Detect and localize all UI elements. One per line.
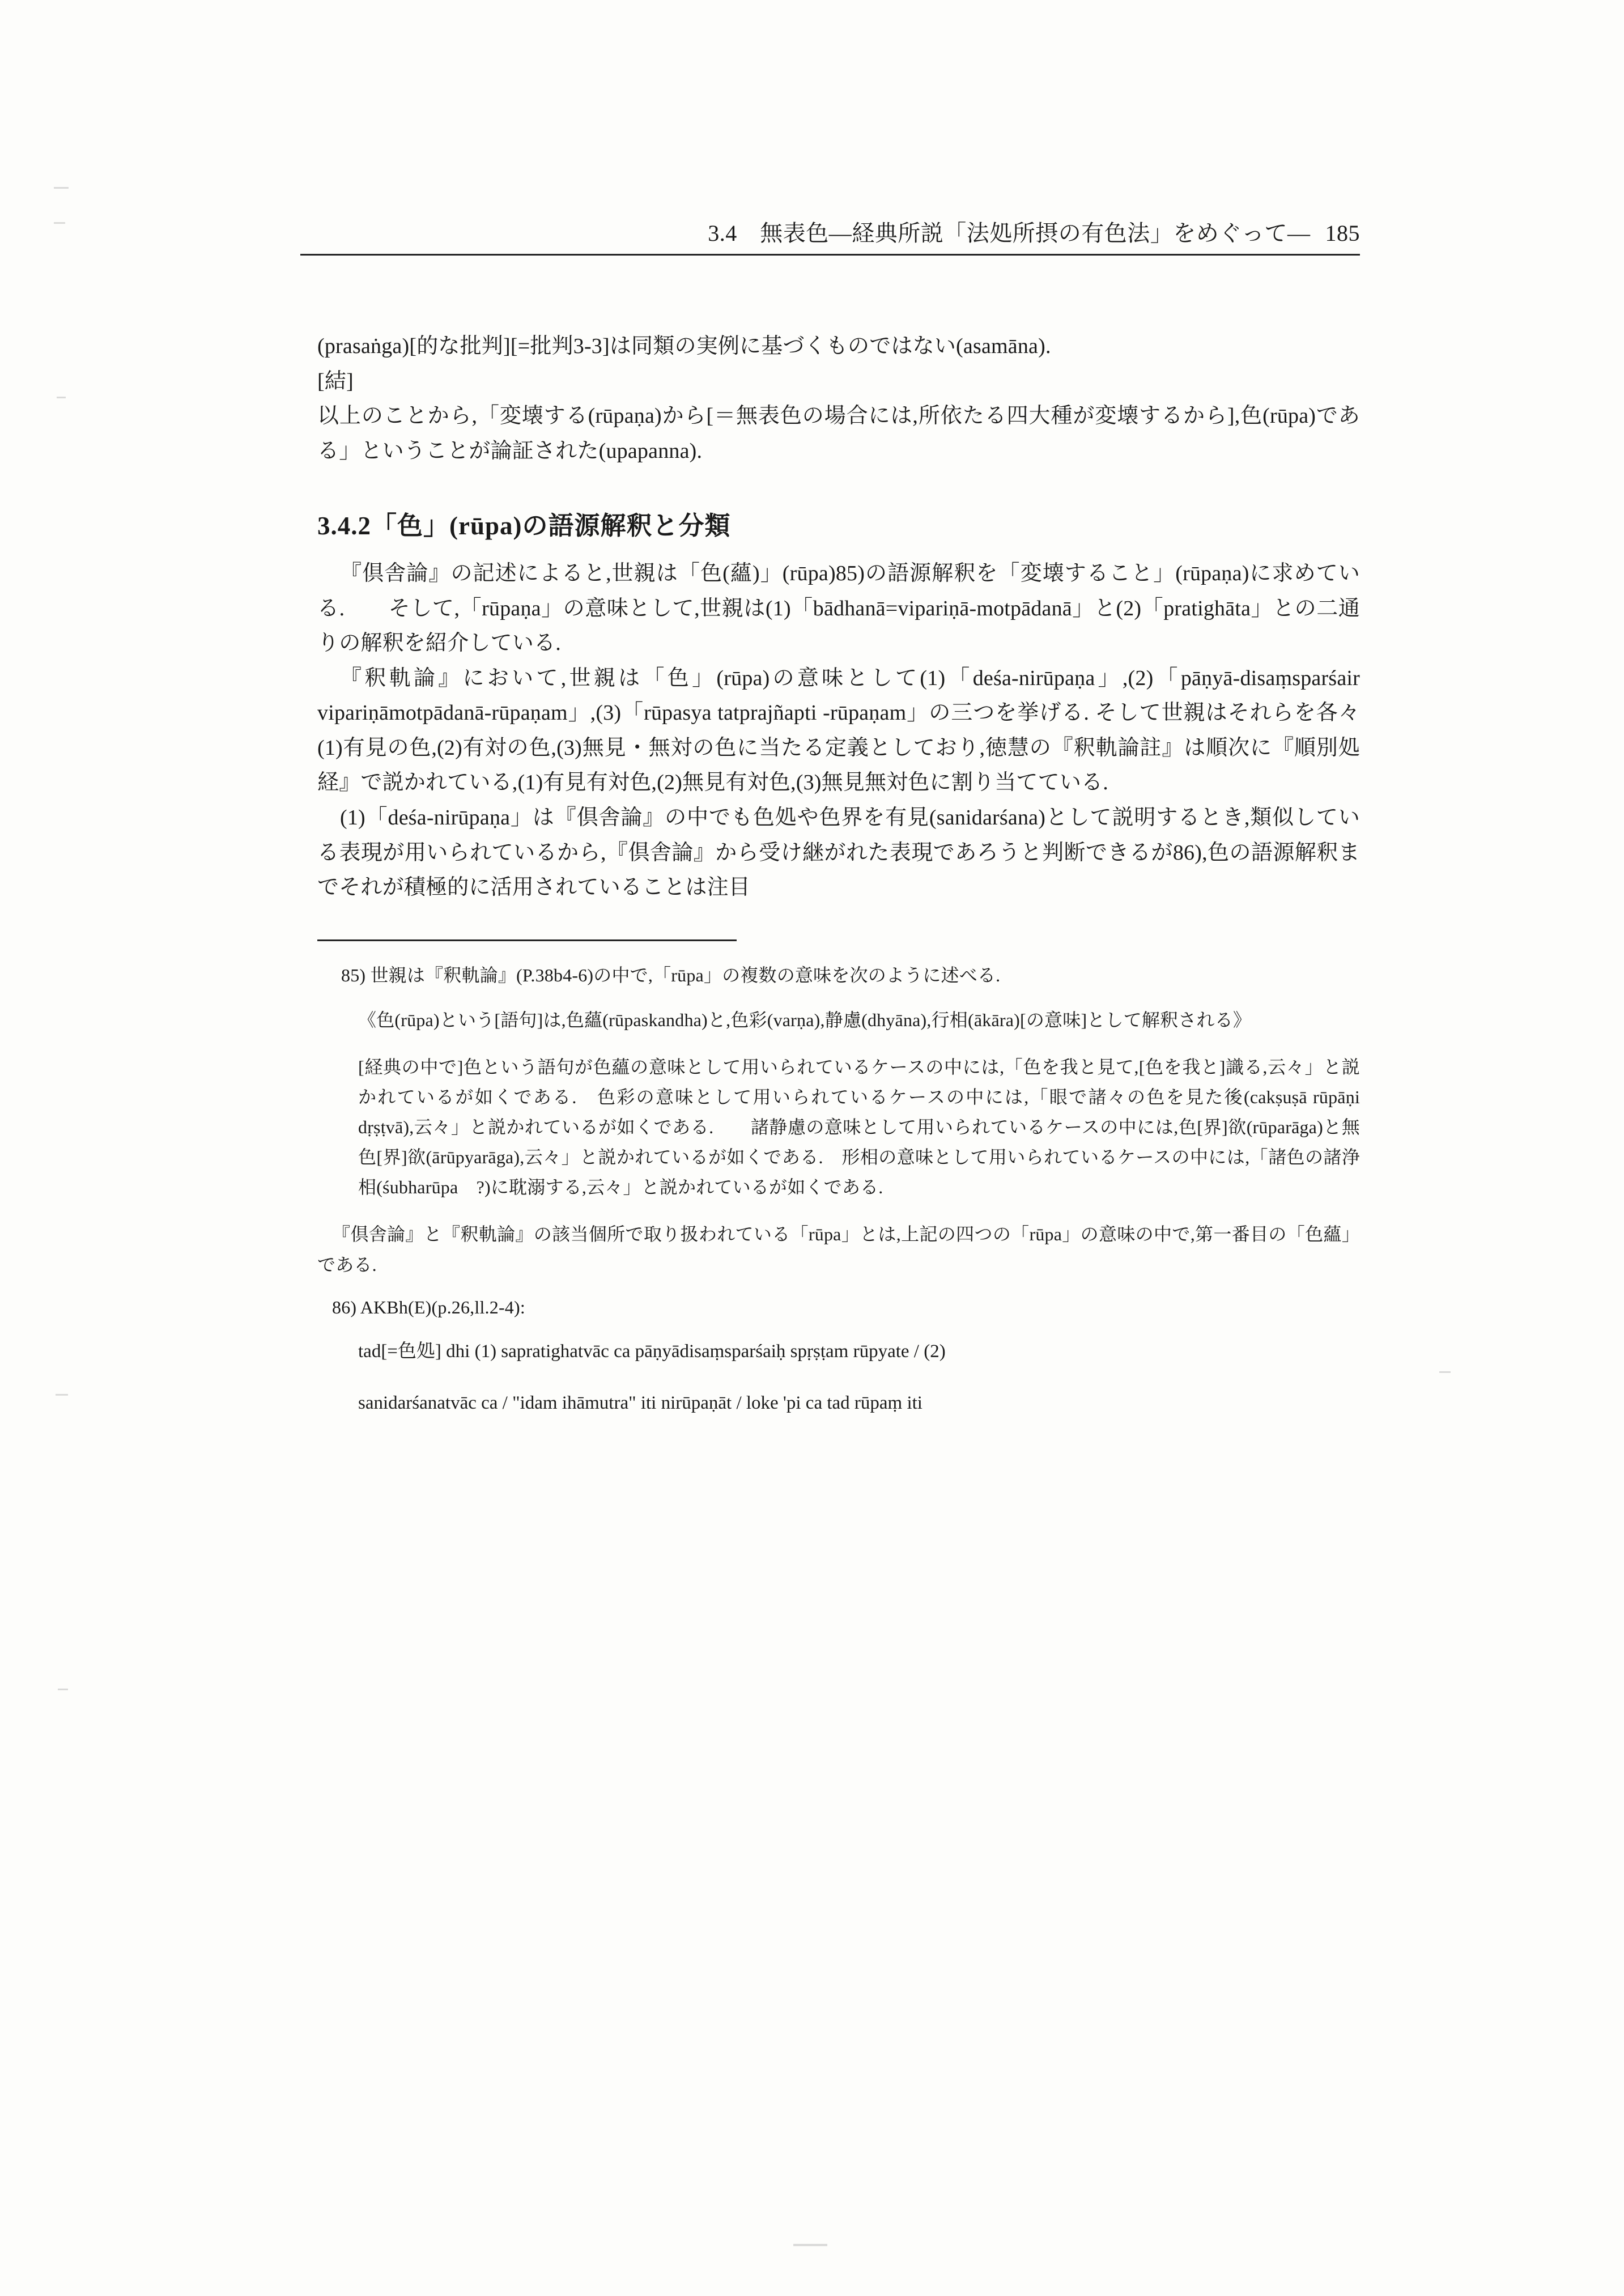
paragraph: (1)「deśa-nirūpaṇa」は『倶舎論』の中でも色処や色界を有見(sanidarśana)として説明するとき,類似している表現が用いられているから,『倶舎論』から受け継がれた表現であろうと判断できるが86),色の語源解釈までそれが積極的に活用されていることは注目 — [317, 806, 1360, 900]
paragraph: (prasaṅga)[的な批判][=批判3-3]は同類の実例に基づくものではない(asamāna). — [317, 334, 1051, 358]
header-rule — [300, 254, 1360, 256]
footnote-85-tail: 『倶舎論』と『釈軌論』の該当個所で取り扱われている「rūpa」とは,上記の四つの「rūpa」の意味の中で,第一番目の「色蘊」である. — [317, 1224, 1360, 1275]
scan-artifact — [57, 397, 66, 398]
paragraph: 『倶舎論』の記述によると,世親は「色(蘊)」(rūpa)85)の語源解釈を「変壊すること」(rūpaṇa)に求めている. そして,「rūpaṇa」の意味として,世親は(1)「bādhanā=vipariṇā-motpādanā」と(2)「pratighāta」との二通りの解釈を紹介している. — [317, 562, 1360, 656]
footnote-85-body: [経典の中で]色という語句が色蘊の意味として用いられているケースの中には,「色を我と見て,[色を我と]識る,云々」と説かれているが如くである. 色彩の意味として用いられているケースの中には,「眼で諸々の色を見た後(cakṣuṣā rūpāṇi dṛṣṭvā),云々」と説かれているが如くである. 諸静慮の意味として用いられているケースの中には,色[界]欲(rūparāga)と無色[界]欲(ārūpyarāga),云々」と説かれているが如くである. 形相の意味として用いられているケースの中には,「諸色の諸浄相(śubharūpa ?)に耽溺する,云々」と説かれているが如くである. — [358, 1056, 1360, 1198]
running-header-title: 3.4 無表色―経典所説「法処所摂の有色法」をめぐって― — [708, 220, 1311, 246]
footnote-86-head: 86) AKBh(E)(p.26,ll.2-4): — [332, 1296, 525, 1317]
page-number: 185 — [1325, 220, 1360, 246]
paragraph: 『釈軌論』において,世親は「色」(rūpa)の意味として(1)「deśa-nirūpaṇa」,(2)「pāṇyā-disaṃsparśair vipariṇāmotpādanā-rūpaṇam」,(3)「rūpasya tatprajñapti -rūpaṇam」の三つを挙げる. そして世親はそれらを各々(1)有見の色,(2)有対の色,(3)無見・無対の色に当たる定義としており,徳慧の『釈軌論註』は順次に『順別処経』で説かれている,(1)有見有対色,(2)無見有対色,(3)無見無対色に割り当てている. — [317, 666, 1360, 795]
scan-artifact — [1439, 1371, 1451, 1373]
page-content — [317, 215, 1360, 1439]
footnote-separator — [317, 939, 737, 941]
scan-artifact — [54, 187, 69, 189]
footnote-85-quote: 《色(rūpa)という[語句]は,色蘊(rūpaskandha)と,色彩(varṇa),静慮(dhyāna),行相(ākāra)[の意味]として解釈される》 — [358, 1009, 1252, 1030]
footnote-86-line1: tad[=色処] dhi (1) sapratighatvāc ca pāṇyādisaṃsparśaiḥ spṛṣṭam rūpyate / (2) — [358, 1341, 946, 1362]
footnote-85-intro: 85) 世親は『釈軌論』(P.38b4-6)の中で,「rūpa」の複数の意味を次のように述べる. — [341, 964, 1001, 985]
running-header — [317, 215, 1360, 256]
scan-artifact — [56, 1394, 68, 1396]
footnote-86-line2: sanidarśanatvāc ca / "idam ihāmutra" iti nirūpaṇāt / loke 'pi ca tad rūpaṃ iti — [358, 1393, 922, 1414]
scan-artifact — [58, 1689, 68, 1690]
paragraph: 以上のことから,「変壊する(rūpaṇa)から[＝無表色の場合には,所依たる四大種が変壊するから],色(rūpa)である」ということが論証された(upapanna). — [317, 404, 1360, 463]
section-heading: 3.4.2「色」(rūpa)の語源解釈と分類 — [317, 512, 731, 541]
paragraph: [結] — [317, 369, 354, 393]
scan-artifact — [793, 2244, 827, 2246]
scan-artifact — [54, 222, 65, 224]
